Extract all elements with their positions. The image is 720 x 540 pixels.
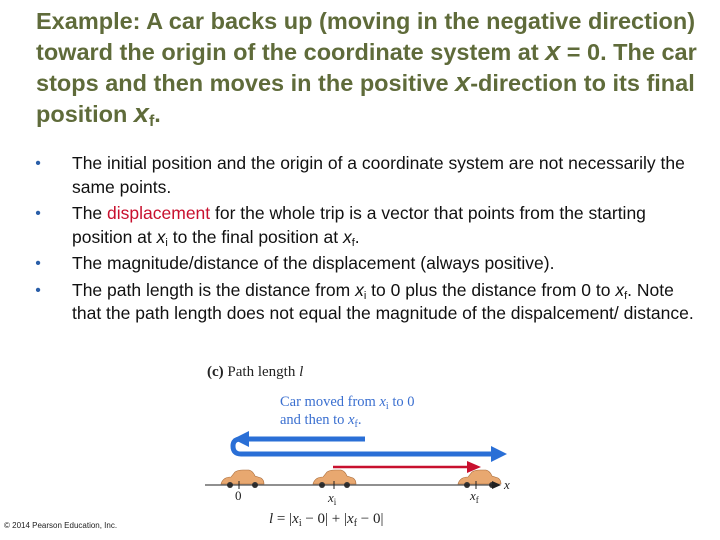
- bullet-list: [28, 152, 700, 329]
- bullet-icon: •: [35, 205, 41, 222]
- figure-caption: Car moved from $x_i$ to 0 and then to $x_f$.: [280, 394, 415, 430]
- tick-label-zero: 0: [235, 488, 242, 503]
- slide-title: Example: A car backs up (moving in the negative direction) toward the origin of the coordinate system at x = 0. The car stops and then moves in the positive x-direction to its final position $x_f$.: [36, 8, 697, 130]
- bullet-item: • The path length is the distance from $x_i$ to 0 plus the distance from 0 to $x_f$. Note that the path length does not equal the magnitude of the dispalcement/ distance.: [28, 279, 700, 326]
- displacement-arrow: [333, 461, 481, 473]
- bullet-item: • The initial position and the origin of a coordinate system are not necessarily the same points.: [28, 152, 700, 199]
- axis-label-x: x: [504, 477, 510, 492]
- bullet-item: • The magnitude/distance of the displacement (always positive).: [28, 252, 700, 276]
- path-arrowhead-right: [491, 446, 507, 462]
- figure-label: (c) Path length l: [207, 364, 304, 380]
- tick-label-xf: $x_f$: [470, 488, 479, 505]
- bullet-icon: •: [35, 281, 41, 299]
- displacement-term: displacement: [107, 203, 211, 223]
- tick-label-xi: $x_i$: [328, 490, 337, 507]
- path-length-formula: $l = |x_i - 0| + |x_f - 0|$: [269, 511, 384, 529]
- path-length-figure: [195, 360, 525, 538]
- bullet-icon: •: [35, 255, 41, 272]
- copyright-notice: © 2014 Pearson Education, Inc.: [4, 521, 118, 530]
- bullet-icon: •: [35, 155, 41, 172]
- bullet-item: • The displacement for the whole trip is a vector that points from the starting position at $x_i$ to the final position at $x_f$.: [28, 202, 700, 249]
- path-length-arrow: [233, 431, 507, 462]
